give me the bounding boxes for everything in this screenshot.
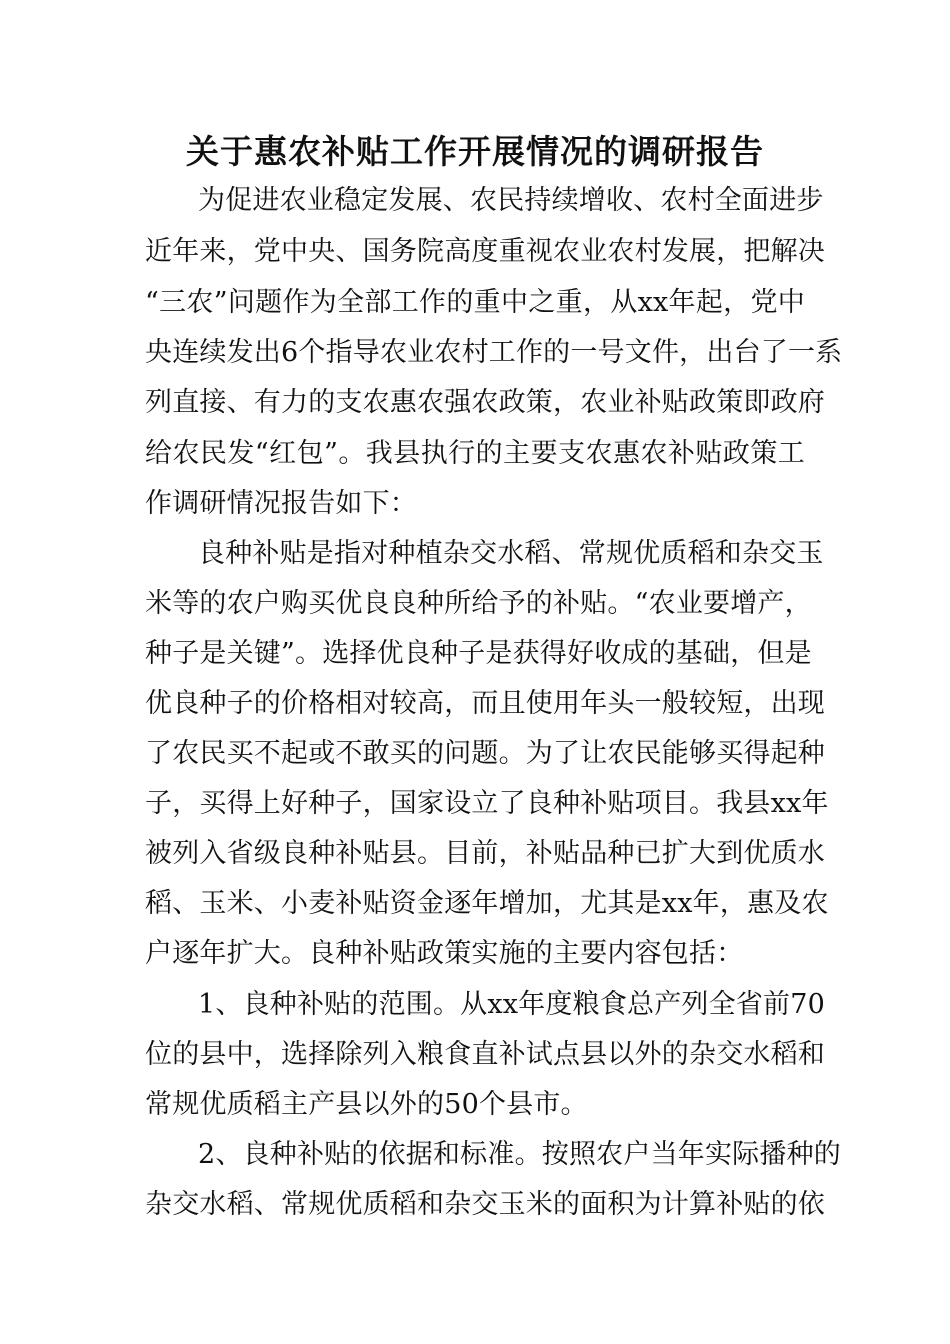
paragraph-2-line-8: 稻、玉米、小麦补贴资金逐年增加，尤其是xx年，惠及农 xyxy=(145,888,829,919)
paragraph-2-line-4: 优良种子的价格相对较高，而且使用年头一般较短，出现 xyxy=(145,688,825,719)
paragraph-3-line-2: 位的县中，选择除列入粮食直补试点县以外的杂交水稻和 xyxy=(145,1039,825,1070)
paragraph-2-line-1: 良种补贴是指对种植杂交水稻、常规优质稻和杂交玉 xyxy=(198,538,824,569)
paragraph-2-line-5: 了农民买不起或不敢买的问题。为了让农民能够买得起种 xyxy=(145,738,825,769)
paragraph-2-line-9: 户逐年扩大。良种补贴政策实施的主要内容包括： xyxy=(145,938,744,969)
paragraph-1-line-6: 给农民发“红包”。我县执行的主要支农惠农补贴政策工 xyxy=(145,438,805,469)
paragraph-2-line-6: 子，买得上好种子，国家设立了良种补贴项目。我县xx年 xyxy=(145,788,829,819)
paragraph-1-line-4: 央连续发出6个指导农业农村工作的一号文件，出台了一系 xyxy=(145,337,843,368)
paragraph-3-line-3: 常规优质稻主产县以外的50个县市。 xyxy=(145,1089,588,1120)
paragraph-2-line-2: 米等的农户购买优良良种所给予的补贴。“农业要增产， xyxy=(145,588,812,619)
paragraph-1-line-5: 列直接、有力的支农惠农强农政策，农业补贴政策即政府 xyxy=(145,387,825,418)
paragraph-3-line-1: 1、良种补贴的范围。从xx年度粮食总产列全省前70 xyxy=(198,989,825,1020)
paragraph-1-line-3: “三农”问题作为全部工作的重中之重，从xx年起，党中 xyxy=(145,287,805,318)
paragraph-1-line-1: 为促进农业稳定发展、农民持续增收、农村全面进步 xyxy=(198,185,824,216)
paragraph-1-line-7: 作调研情况报告如下： xyxy=(145,488,417,519)
paragraph-1-line-2: 近年来，党中央、国务院高度重视农业农村发展，把解决 xyxy=(145,236,825,267)
paragraph-4-line-1: 2、良种补贴的依据和标准。按照农户当年实际播种的 xyxy=(198,1139,841,1170)
paragraph-2-line-7: 被列入省级良种补贴县。目前，补贴品种已扩大到优质水 xyxy=(145,838,825,869)
document-title: 关于惠农补贴工作开展情况的调研报告 xyxy=(186,132,764,171)
paragraph-4-line-2: 杂交水稻、常规优质稻和杂交玉米的面积为计算补贴的依 xyxy=(145,1189,825,1220)
paragraph-2-line-3: 种子是关键”。选择优良种子是获得好收成的基础，但是 xyxy=(145,638,812,669)
